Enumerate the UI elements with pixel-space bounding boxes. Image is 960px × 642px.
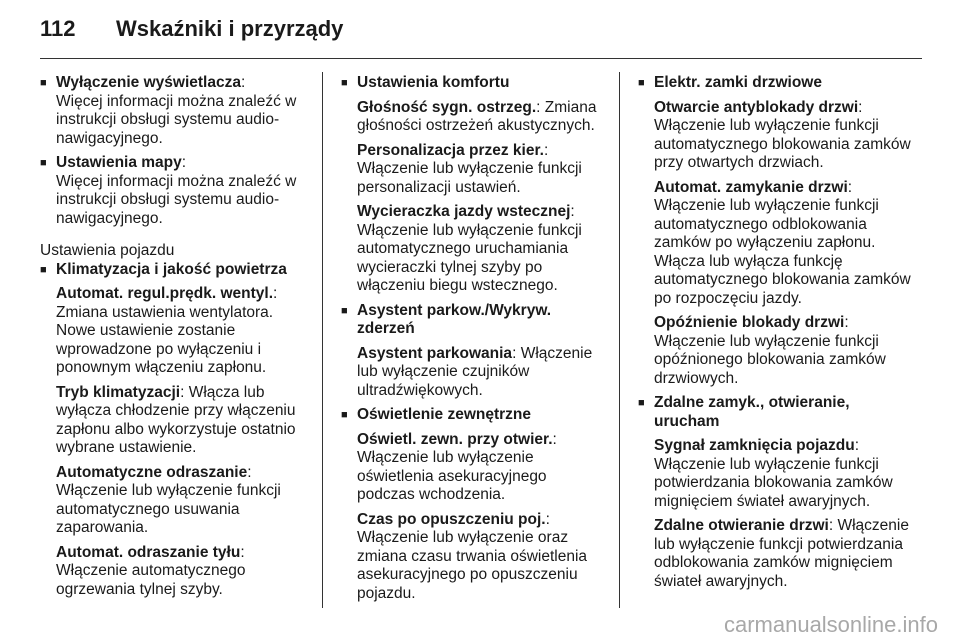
entry-label: Asystent parkowania	[357, 344, 513, 362]
column-2	[341, 74, 607, 603]
entry-climate-mode: Tryb klimatyzacji: Włącza lub wyłącza chłodzenie przy włączeniu zapłonu albo wykorzystuje ostatnio wybrane ustawienie.	[56, 383, 296, 456]
bullet-title: Asystent parkow./Wykryw. zderzeń	[357, 301, 552, 337]
entry-welcome-lighting: Oświetl. zewn. przy otwier.: Włączenie lub wyłączenie oświetlenia asekuracyjnego podczas wchodzenia.	[357, 430, 557, 503]
entry-label: Wycieraczka jazdy wstecznej	[357, 203, 571, 220]
entry-text: Włączenie lub wyłączenie funkcji personalizacji ustawień.	[357, 160, 582, 196]
bullet-park-assist	[341, 302, 607, 339]
bullet-climate	[40, 261, 312, 280]
entry-lock-feedback: Sygnał zamknięcia pojazdu: Włączenie lub wyłączenie funkcji potwierdzania blokowania zamków mignięciem świateł awaryjnych.	[654, 437, 893, 510]
entry-chime-volume: Głośność sygn. ostrzeg.: Zmiana głośności ostrzeżeń akustycznych.	[357, 98, 597, 134]
entry-label: Tryb klimatyzacji	[56, 383, 181, 401]
bullet-power-locks	[638, 74, 914, 93]
section-heading: Ustawienia pojazdu	[40, 242, 175, 259]
entry-text: Włączenie lub wyłączenie funkcji potwierdzania odblokowania zamków mignięciem świateł awaryjnych.	[654, 517, 909, 590]
entry-text: Zmiana głośności ostrzeżeń akustycznych.	[357, 98, 597, 134]
column-1	[40, 74, 312, 599]
entry-label: Automatyczne odraszanie	[56, 463, 248, 481]
column-divider	[322, 72, 323, 608]
entry-unlocked-door-antilock: Otwarcie antyblokady drzwi: Włączenie lub wyłączenie funkcji automatycznego blokowania zamków przy otwartych drzwiach.	[654, 98, 911, 171]
entry-reverse-wiper: Wycieraczka jazdy wstecznej: Włączenie lub wyłączenie funkcji automatycznego uruchamiania wycieraczki tylnej szyby po włączeniu biegu wstecznego.	[357, 203, 582, 294]
entry-text: Włączenie lub wyłączenie funkcji opóźnionego blokowania zamków drzwiowych.	[654, 332, 886, 387]
entry-auto-defog: Automatyczne odraszanie: Włączenie lub wyłączenie funkcji automatycznego usuwania zaparowania.	[56, 463, 281, 536]
header-divider	[40, 58, 922, 59]
entry-text: Włączenie lub wyłączenie funkcji automatycznego odblokowania zamków po wyłączeniu zapłonu. Włącza lub wyłącza funkcję automatycznego blokowania zamków po rozpoczęciu jazdy.	[654, 197, 911, 307]
entry-text: Włączenie automatycznego ogrzewania tylnej szyby.	[56, 562, 246, 598]
entry-delayed-door-lock: Opóźnienie blokady drzwi: Włączenie lub wyłączenie funkcji opóźnionego blokowania zamków drzwiowych.	[654, 314, 886, 387]
entry-label: Automat. zamykanie drzwi	[654, 178, 848, 196]
entry-label: Głośność sygn. ostrzeg.	[357, 98, 537, 116]
bullet-exterior-lighting	[341, 406, 607, 425]
entry-label: Oświetl. zewn. przy otwier.	[357, 430, 553, 448]
entry-text: Włączenie lub wyłączenie funkcji automatycznego uruchamiania wycieraczki tylnej szyby po włączeniu biegu wstecznego.	[357, 221, 582, 294]
bullet-text: Więcej informacji można znaleźć w instrukcji obsługi systemu audio-nawigacyjnego.	[56, 172, 297, 227]
bullet-title: Klimatyzacja i jakość powietrza	[56, 260, 287, 278]
entry-label: Personalizacja przez kier.	[357, 141, 544, 159]
bullet-title: Oświetlenie zewnętrzne	[357, 406, 531, 423]
entry-text: Zmiana ustawienia wentylatora. Nowe ustawienie zostanie wprowadzone po wyłączeniu i ponownym włączeniu zapłonu.	[56, 303, 274, 376]
entry-text: Włączenie lub wyłączenie funkcji automatycznego usuwania zaparowania.	[56, 482, 281, 536]
bullet-remote-lock	[638, 394, 914, 431]
entry-label: Sygnał zamknięcia pojazdu	[654, 437, 855, 454]
page-title: Wskaźniki i przyrządy	[116, 16, 344, 41]
entry-text: Włączenie lub wyłączenie czujników ultradźwiękowych.	[357, 344, 593, 399]
bullet-title: Zdalne zamyk., otwieranie, urucham	[654, 394, 850, 430]
bullet-title: Elektr. zamki drzwiowe	[654, 74, 822, 91]
entry-exit-lighting: Czas po opuszczeniu poj.: Włączenie lub wyłączenie oraz zmiana czasu trwania oświetlenia asekuracyjnego po opuszczeniu pojazdu.	[357, 510, 588, 602]
column-3	[638, 74, 914, 591]
entry-text: Włączenie lub wyłączenie oraz zmiana czasu trwania oświetlenia asekuracyjnego po opuszczeniu pojazdu.	[357, 529, 588, 602]
bullet-comfort	[341, 74, 607, 93]
entry-remote-unlock: Zdalne otwieranie drzwi: Włączenie lub wyłączenie funkcji potwierdzania odblokowania zamków mignięciem świateł awaryjnych.	[654, 517, 909, 590]
column-divider	[619, 72, 620, 608]
entry-label: Zdalne otwieranie drzwi	[654, 517, 829, 534]
entry-label: Automat. regul.prędk. wentyl.	[56, 285, 274, 302]
bullet-title: Ustawienia komfortu	[357, 74, 510, 91]
entry-label: Automat. odraszanie tyłu	[56, 543, 241, 561]
entry-fan-speed: Automat. regul.prędk. wentyl.: Zmiana ustawienia wentylatora. Nowe ustawienie zostanie wprowadzone po wyłączeniu i ponownym włączeniu zapłonu.	[56, 285, 278, 376]
entry-auto-rear-defrost: Automat. odraszanie tyłu: Włączenie automatycznego ogrzewania tylnej szyby.	[56, 543, 246, 598]
bullet-map-settings: ■ Ustawienia mapy:	[40, 154, 312, 173]
watermark: carmanualsonline.info	[723, 612, 938, 637]
entry-personalization: Personalizacja przez kier.: Włączenie lub wyłączenie funkcji personalizacji ustawień.	[357, 141, 582, 196]
entry-text: Włączenie lub wyłączenie funkcji potwierdzania blokowania zamków mignięciem świateł awaryjnych.	[654, 455, 893, 510]
bullet-display-off: ■ Wyłączenie wyświetlacza:	[40, 74, 312, 93]
entry-auto-door-lock: Automat. zamykanie drzwi: Włączenie lub wyłączenie funkcji automatycznego odblokowania zamków po wyłączeniu zapłonu. Włącza lub wyłącza funkcję automatycznego blokowania zamków po rozpoczęciu jazdy.	[654, 178, 911, 307]
bullet-title: Wyłączenie wyświetlacza	[56, 74, 241, 91]
entry-park-assist: Asystent parkowania: Włączenie lub wyłączenie czujników ultradźwiękowych.	[357, 344, 593, 399]
entry-text: Włączenie lub wyłączenie funkcji automatycznego blokowania zamków przy otwartych drzwiach.	[654, 117, 911, 171]
entry-text: Włącza lub wyłącza chłodzenie przy włączeniu zapłonu albo wykorzystuje ostatnio wybrane ustawienie.	[56, 383, 296, 456]
page-header	[40, 16, 920, 50]
entry-text: Włączenie lub wyłączenie oświetlenia asekuracyjnego podczas wchodzenia.	[357, 449, 547, 503]
entry-label: Otwarcie antyblokady drzwi	[654, 98, 859, 116]
page-number: 112	[40, 16, 76, 41]
entry-label: Opóźnienie blokady drzwi	[654, 314, 845, 331]
bullet-text: Więcej informacji można znaleźć w instrukcji obsługi systemu audio-nawigacyjnego.	[56, 92, 297, 147]
bullet-title: Ustawienia mapy	[56, 154, 182, 171]
entry-label: Czas po opuszczeniu poj.	[357, 510, 546, 528]
